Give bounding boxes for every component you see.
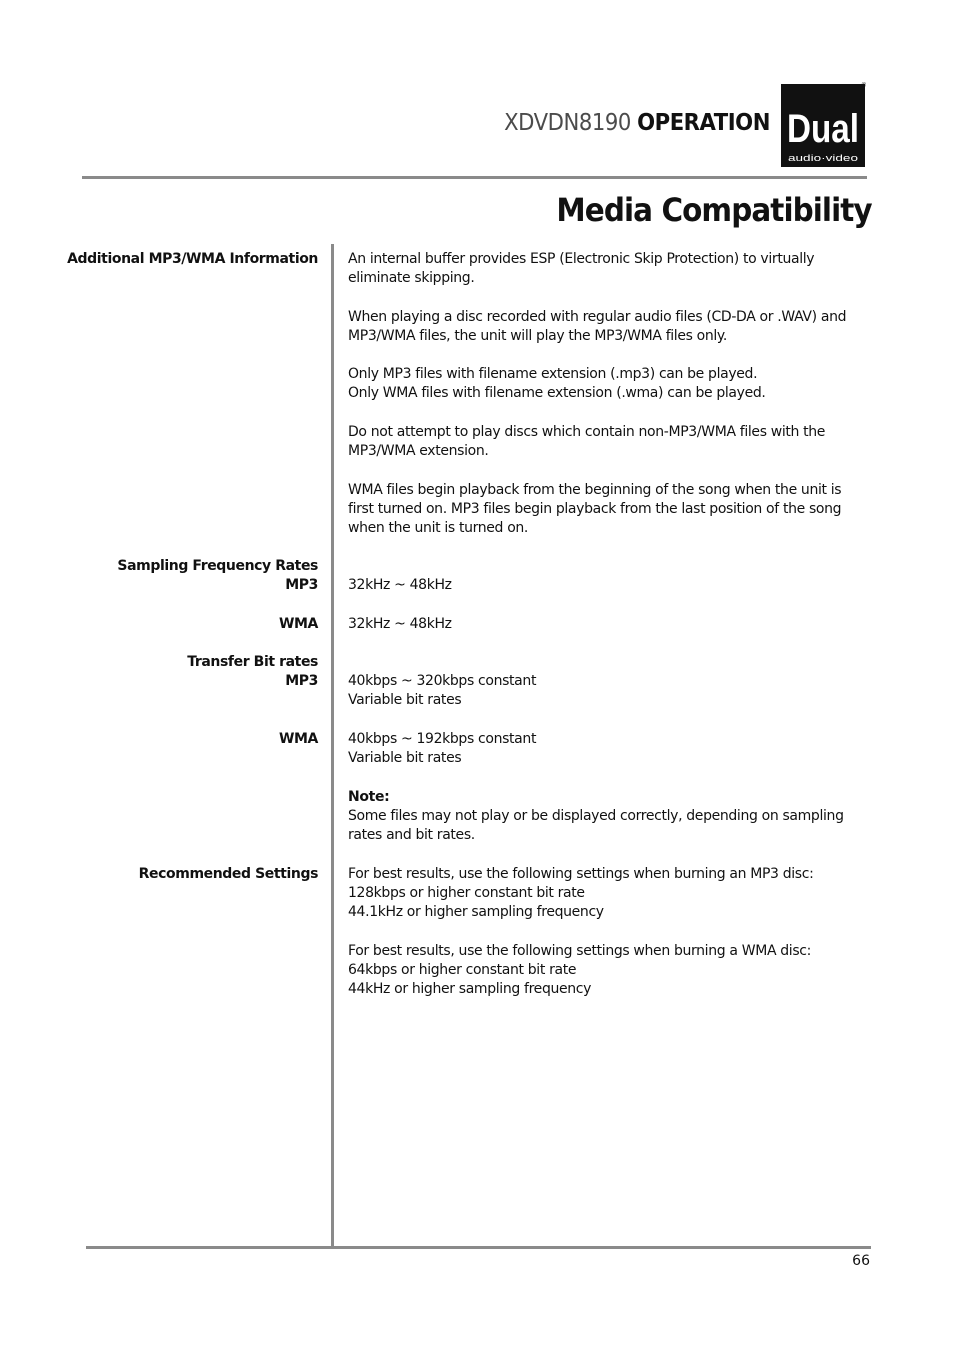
logo-wordmark: Dual — [787, 107, 859, 151]
text-line: Variable bit rates — [348, 692, 462, 709]
text-line: Only MP3 files with filename extension (.mp3) can be played. — [348, 366, 758, 382]
paragraph-mixed-files — [348, 308, 873, 346]
text-line: For best results, use the following settings when burning an MP3 disc: — [348, 866, 814, 882]
text-line: 44kHz or higher sampling frequency — [348, 981, 592, 998]
column-divider — [331, 244, 334, 1247]
label-bitrate-mp3: MP3 — [285, 673, 318, 689]
text-line: MP3/WMA extension. — [348, 443, 489, 460]
note-label: Note: — [348, 789, 390, 805]
text-line: eliminate skipping. — [348, 270, 475, 287]
text-line: 64kbps or higher constant bit rate — [348, 962, 577, 979]
text-line: 128kbps or higher constant bit rate — [348, 885, 585, 902]
text-line: When playing a disc recorded with regular audio files (CD-DA or .WAV) and — [348, 309, 847, 325]
model-name: XDVDN8190 — [504, 110, 631, 136]
paragraph-esp — [348, 250, 873, 288]
label-additional-info: Additional MP3/WMA Information — [67, 251, 318, 267]
page-number: 66 — [852, 1253, 870, 1269]
text-line: Do not attempt to play discs which contain non-MP3/WMA files with the — [348, 424, 826, 440]
sampling-mp3-value: 32kHz ~ 48kHz — [348, 577, 452, 593]
logo-subtext: audio·video — [788, 153, 858, 164]
text-line: 44.1kHz or higher sampling frequency — [348, 904, 604, 921]
paragraph-non-mp3-warning — [348, 423, 873, 461]
note-block — [348, 788, 873, 846]
text-line: Some files may not play or be displayed correctly, depending on sampling — [348, 808, 844, 825]
text-line: 40kbps ~ 192kbps constant — [348, 731, 537, 747]
text-line: For best results, use the following settings when burning a WMA disc: — [348, 943, 812, 959]
recommended-wma — [348, 942, 873, 1000]
footer-rule — [86, 1246, 871, 1249]
label-recommended-settings: Recommended Settings — [138, 866, 318, 882]
text-line: first turned on. MP3 files begin playback from the last position of the song — [348, 501, 842, 518]
dual-logo — [780, 80, 868, 168]
label-bit-rates: Transfer Bit rates — [187, 654, 318, 670]
label-sampling-mp3: MP3 — [285, 577, 318, 593]
model-heading — [504, 108, 770, 138]
bitrate-wma-values — [348, 730, 873, 768]
label-sampling-rates: Sampling Frequency Rates — [117, 558, 318, 574]
text-line: WMA files begin playback from the beginning of the song when the unit is — [348, 482, 842, 498]
recommended-mp3 — [348, 865, 873, 923]
paragraph-playback-position — [348, 481, 873, 539]
text-line: when the unit is turned on. — [348, 520, 529, 537]
operation-label: OPERATION — [637, 110, 770, 136]
text-line: MP3/WMA files, the unit will play the MP3/WMA files only. — [348, 328, 727, 345]
text-line: rates and bit rates. — [348, 827, 475, 844]
page-title: Media Compatibility — [556, 191, 872, 229]
label-sampling-wma: WMA — [278, 616, 318, 632]
sampling-wma-value: 32kHz ~ 48kHz — [348, 616, 452, 632]
text-line: Variable bit rates — [348, 750, 462, 767]
label-bitrate-wma: WMA — [278, 731, 318, 747]
text-line: Only WMA files with filename extension (.wma) can be played. — [348, 385, 766, 402]
bitrate-mp3-values — [348, 672, 873, 710]
registered-mark: ® — [861, 83, 866, 89]
text-line: An internal buffer provides ESP (Electronic Skip Protection) to virtually — [348, 251, 815, 267]
text-line: 40kbps ~ 320kbps constant — [348, 673, 537, 689]
paragraph-extensions — [348, 365, 873, 403]
header-rule — [82, 176, 867, 179]
